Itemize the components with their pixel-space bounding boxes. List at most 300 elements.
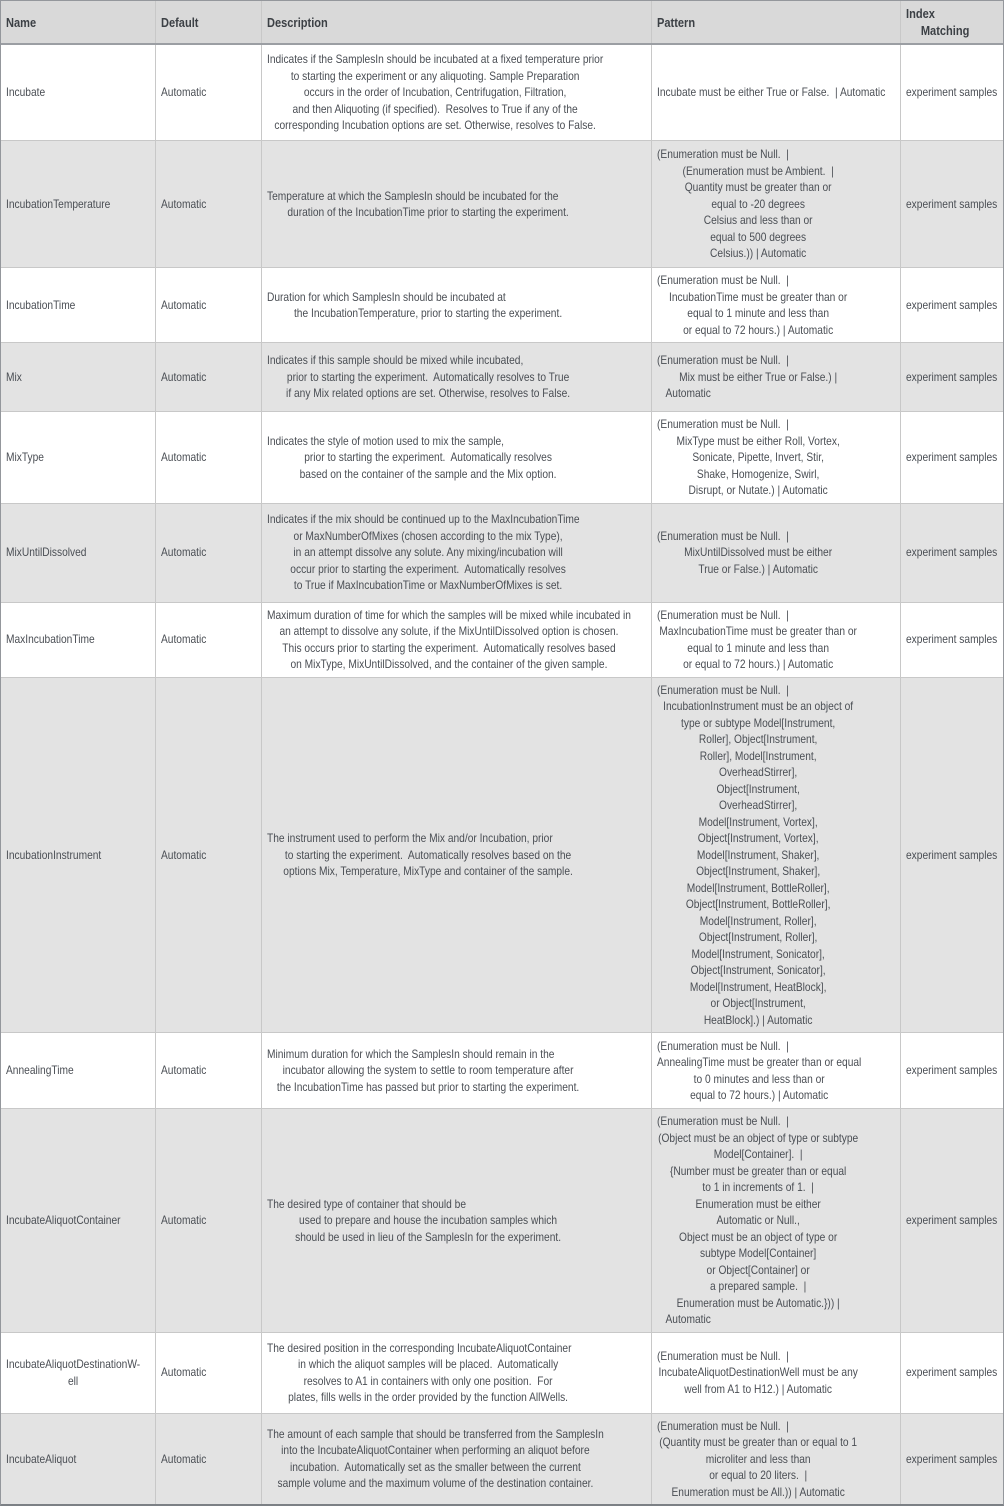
text-line: Model[Instrument, Vortex], — [698, 814, 818, 829]
text-line: prior to starting the experiment. Automatically resolves — [304, 450, 552, 464]
text-line: or Object[Container] or — [706, 1262, 810, 1277]
text-line: Minimum duration for which the SamplesIn should remain in the — [267, 1046, 555, 1061]
table-row — [1, 140, 1003, 267]
text-line: Object[Instrument, Shaker], — [696, 864, 821, 878]
cell-option-name — [1, 343, 156, 411]
text-line: Incubate must be either True or False. | Automatic — [657, 85, 886, 100]
text-line: corresponding Incubation options are set. Otherwise, resolves to False. — [274, 118, 596, 133]
text-line: or equal to 20 liters. | — [709, 1468, 808, 1482]
text-line: Model[Instrument, Sonicator], — [691, 946, 825, 961]
cell-text-block — [6, 1356, 140, 1389]
text-line: AnnealingTime must be greater than or equal — [657, 1055, 862, 1069]
cell-description — [262, 141, 652, 267]
text-line: used to prepare and house the incubation samples which — [299, 1213, 558, 1227]
cell-option-name — [1, 603, 156, 677]
text-line: equal to 1 minute and less than — [687, 640, 830, 655]
cell-text-block — [657, 1418, 859, 1501]
text-line: Model[Container]. | — [713, 1147, 803, 1161]
table-row — [1, 1032, 1003, 1108]
text-line: Object[Instrument, Sonicator], — [690, 963, 826, 977]
text-line: Enumeration must be All.)) | Automatic — [671, 1484, 845, 1499]
table-row — [1, 411, 1003, 503]
text-line: OverheadStirrer], — [719, 765, 798, 779]
cell-text-block — [906, 847, 997, 864]
text-line: Automatic — [665, 386, 711, 401]
cell-index-matching — [901, 45, 1003, 140]
text-line: IncubationTime must be greater than or — [669, 289, 848, 304]
table-row — [1, 677, 1003, 1033]
text-line: in an attempt dissolve any solute. Any mixing/incubation will — [293, 545, 563, 560]
cell-index-matching — [901, 141, 1003, 267]
cell-text-block — [161, 1212, 242, 1229]
text-line: MixUntilDissolved must be either — [684, 545, 833, 560]
text-line: Automatic — [161, 1063, 207, 1078]
text-line: to starting the experiment or any aliquoting. Sample Preparation — [290, 68, 580, 83]
cell-text-block — [267, 289, 589, 322]
text-line: Index — [906, 6, 935, 21]
text-line: experiment samples — [906, 847, 998, 862]
text-line: equal to -20 degrees — [711, 196, 805, 211]
text-line: the IncubationTime has passed but prior to starting the experiment. — [276, 1079, 580, 1094]
cell-text-block — [657, 682, 859, 1029]
cell-index-matching — [901, 268, 1003, 342]
text-line: Roller], Object[Instrument, — [698, 732, 818, 746]
cell-text-block — [161, 1451, 242, 1468]
cell-text-block — [657, 1038, 861, 1104]
text-line: Object[Instrument, Vortex], — [697, 831, 819, 845]
cell-text-block — [267, 830, 589, 880]
text-line: and then Aliquoting (if specified). Resolves to True if any of the — [292, 101, 578, 116]
cell-text-block — [906, 544, 997, 561]
text-line: MixUntilDissolved — [6, 545, 87, 560]
text-line: (Quantity must be greater than or equal to 1 — [659, 1435, 858, 1449]
text-line: Enumeration must be either — [695, 1196, 821, 1211]
text-line: incubator allowing the system to settle to room temperature after — [282, 1063, 574, 1078]
text-line: ell — [67, 1373, 79, 1388]
cell-default-value — [156, 1333, 262, 1413]
text-line: subtype Model[Container] — [700, 1246, 817, 1260]
text-line: MaxIncubationTime — [6, 632, 95, 647]
text-line: Automatic — [161, 1451, 207, 1466]
text-line: Object[Instrument, BottleRoller], — [685, 897, 831, 911]
cell-default-value — [156, 141, 262, 267]
text-line: {Number must be greater than or equal — [669, 1163, 847, 1178]
cell-text-block — [161, 449, 242, 466]
text-line: IncubationInstrument must be an object of — [663, 699, 854, 713]
cell-description — [262, 1333, 652, 1413]
cell-text-block — [657, 84, 885, 101]
cell-text-block — [657, 14, 859, 31]
text-line: or Object[Instrument, — [710, 996, 806, 1010]
text-line: The desired type of container that should be — [267, 1196, 467, 1211]
text-line: Pattern — [657, 14, 696, 30]
text-line: (Enumeration must be Null. | — [657, 1114, 789, 1128]
text-line: (Enumeration must be Null. | — [657, 1348, 789, 1363]
text-line: Automatic or Null., — [716, 1213, 800, 1227]
cell-description — [262, 268, 652, 342]
cell-description — [262, 504, 652, 602]
text-line: a prepared sample. | — [710, 1279, 807, 1293]
text-line: to 0 minutes and less than or — [693, 1071, 825, 1086]
text-line: Mix must be either True or False.) | — [679, 369, 838, 384]
text-line: microliter and less than — [705, 1451, 811, 1466]
cell-description — [262, 412, 652, 503]
cell-option-name — [1, 504, 156, 602]
cell-option-name — [1, 268, 156, 342]
text-line: experiment samples — [906, 632, 998, 647]
header-cell-name — [1, 1, 156, 43]
text-line: Default — [161, 14, 199, 30]
cell-description — [262, 45, 652, 140]
text-line: if any Mix related options are set. Otherwise, resolves to False. — [286, 386, 571, 401]
cell-option-name — [1, 678, 156, 1033]
cell-description — [262, 678, 652, 1033]
header-cell-pattern — [652, 1, 901, 43]
text-line: HeatBlock].) | Automatic — [703, 1012, 813, 1027]
text-line: (Enumeration must be Null. | — [657, 528, 789, 543]
cell-text-block — [267, 607, 631, 673]
text-line: based on the container of the sample and the Mix option. — [299, 466, 557, 481]
table-body — [1, 45, 1003, 1504]
text-line: the IncubationTemperature, prior to starting the experiment. — [293, 306, 563, 320]
cell-text-block — [267, 188, 589, 221]
text-line: equal to 1 minute and less than — [687, 306, 830, 320]
cell-index-matching — [901, 412, 1003, 503]
cell-text-block — [267, 51, 603, 134]
cell-text-block — [267, 14, 589, 31]
table-row — [1, 1332, 1003, 1413]
text-line: Duration for which SamplesIn should be incubated at — [267, 289, 506, 304]
cell-description — [262, 1109, 652, 1332]
text-line: resolves to A1 in containers with only one position. For — [303, 1373, 553, 1388]
text-line: experiment samples — [906, 545, 998, 560]
cell-text-block — [6, 1451, 128, 1468]
text-line: experiment samples — [906, 369, 998, 384]
text-line: should be used in lieu of the SamplesIn for the experiment. — [295, 1229, 562, 1244]
cell-text-block — [161, 196, 242, 213]
text-line: Automatic — [161, 369, 207, 384]
text-line: Model[Instrument, HeatBlock], — [689, 979, 827, 994]
cell-option-name — [1, 412, 156, 503]
text-line: equal to 72 hours.) | Automatic — [690, 1088, 829, 1102]
cell-text-block — [161, 297, 242, 314]
cell-text-block — [6, 1212, 128, 1229]
text-line: Automatic — [161, 196, 207, 211]
text-line: to starting the experiment. Automatically resolves based on the — [284, 847, 572, 862]
cell-pattern — [652, 1414, 901, 1505]
cell-index-matching — [901, 678, 1003, 1033]
cell-text-block — [267, 1340, 589, 1406]
cell-text-block — [6, 1062, 128, 1079]
cell-option-name — [1, 141, 156, 267]
text-line: Celsius and less than or — [703, 213, 813, 228]
cell-default-value — [156, 45, 262, 140]
text-line: experiment samples — [906, 1365, 998, 1380]
cell-text-block — [906, 297, 997, 314]
text-line: Automatic — [161, 632, 207, 647]
cell-text-block — [267, 1426, 604, 1492]
cell-default-value — [156, 268, 262, 342]
text-line: (Enumeration must be Null. | — [657, 147, 789, 162]
cell-text-block — [161, 847, 242, 864]
cell-text-block — [161, 369, 242, 386]
cell-text-block — [906, 1451, 997, 1468]
cell-pattern — [652, 504, 901, 602]
cell-default-value — [156, 343, 262, 411]
text-line: Automatic — [161, 85, 207, 100]
text-line: Roller], Model[Instrument, — [699, 748, 817, 763]
text-line: experiment samples — [906, 196, 998, 211]
cell-description — [262, 1414, 652, 1505]
text-line: (Enumeration must be Null. | — [657, 607, 789, 622]
cell-default-value — [156, 678, 262, 1033]
text-line: Enumeration must be Automatic.})) | — [676, 1295, 840, 1310]
cell-option-name — [1, 1033, 156, 1108]
text-line: OverheadStirrer], — [719, 798, 798, 812]
text-line: Model[Instrument, Shaker], — [696, 847, 820, 862]
cell-text-block — [657, 1348, 859, 1398]
cell-text-block — [6, 847, 128, 864]
cell-text-block — [267, 511, 589, 594]
text-line: Automatic — [161, 1365, 207, 1380]
cell-index-matching — [901, 1109, 1003, 1332]
cell-text-block — [906, 369, 997, 386]
text-line: plates, fills wells in the order provided by the function AllWells. — [288, 1390, 569, 1404]
cell-text-block — [657, 416, 859, 499]
text-line: sample volume and the maximum volume of the destination container. — [277, 1476, 594, 1491]
text-line: experiment samples — [906, 450, 998, 464]
text-line: occurs in the order of Incubation, Centrifugation, Filtration, — [303, 85, 567, 100]
cell-default-value — [156, 603, 262, 677]
text-line: experiment samples — [906, 85, 998, 100]
cell-pattern — [652, 1033, 901, 1108]
text-line: MaxIncubationTime must be greater than or — [659, 624, 857, 638]
text-line: MixType must be either Roll, Vortex, — [676, 433, 840, 448]
cell-text-block — [6, 297, 128, 314]
cell-index-matching — [901, 343, 1003, 411]
text-line: Object[Instrument, — [716, 781, 800, 796]
cell-pattern — [652, 45, 901, 140]
text-line: Disrupt, or Nutate.) | Automatic — [688, 483, 828, 497]
text-line: Automatic — [665, 1312, 711, 1326]
cell-text-block — [906, 196, 997, 213]
text-line: True or False.) | Automatic — [698, 561, 818, 576]
text-line: to 1 in increments of 1. | — [702, 1180, 814, 1194]
text-line: options Mix, Temperature, MixType and container of the sample. — [283, 864, 573, 878]
text-line: Quantity must be greater than or — [684, 180, 832, 195]
cell-text-block — [6, 14, 128, 31]
text-line: This occurs prior to starting the experiment. Automatically resolves based — [282, 640, 616, 655]
text-line: MixType — [6, 450, 44, 464]
text-line: AnnealingTime — [6, 1063, 74, 1078]
text-line: Celsius.)) | Automatic — [710, 246, 807, 261]
cell-text-block — [906, 631, 997, 648]
cell-text-block — [906, 1062, 997, 1079]
text-line: to True if MaxIncubationTime or MaxNumberOfMixes is set. — [293, 578, 563, 593]
text-line: or equal to 72 hours.) | Automatic — [683, 322, 834, 337]
text-line: Indicates if the mix should be continued up to the MaxIncubationTime — [267, 512, 580, 527]
cell-pattern — [652, 678, 901, 1033]
text-line: (Enumeration must be Null. | — [657, 1418, 789, 1433]
text-line: Incubate — [6, 85, 46, 100]
text-line: Automatic — [161, 545, 207, 560]
text-line: experiment samples — [906, 1213, 998, 1227]
cell-default-value — [156, 1109, 262, 1332]
cell-index-matching — [901, 1414, 1003, 1505]
text-line: (Object must be an object of type or subtype — [658, 1130, 859, 1145]
text-line: experiment samples — [906, 1063, 998, 1078]
cell-description — [262, 603, 652, 677]
cell-text-block — [657, 1113, 859, 1328]
cell-text-block — [657, 272, 859, 338]
cell-text-block — [906, 84, 997, 101]
table-row — [1, 1413, 1003, 1505]
header-cell-default — [156, 1, 262, 43]
table-row — [1, 45, 1003, 140]
cell-description — [262, 343, 652, 411]
text-line: Automatic — [161, 450, 207, 464]
cell-index-matching — [901, 504, 1003, 602]
cell-text-block — [161, 544, 242, 561]
text-line: (Enumeration must be Null. | — [657, 353, 789, 368]
table-row — [1, 1108, 1003, 1332]
header-cell-index-matching — [901, 1, 1003, 43]
cell-text-block — [657, 607, 859, 673]
cell-text-block — [906, 1364, 997, 1381]
cell-description — [262, 1033, 652, 1108]
cell-text-block — [6, 196, 128, 213]
text-line: IncubationInstrument — [6, 847, 102, 862]
cell-default-value — [156, 412, 262, 503]
text-line: Indicates if the SamplesIn should be incubated at a fixed temperature prior — [267, 52, 604, 67]
text-line: Automatic — [161, 1213, 207, 1227]
text-line: The instrument used to perform the Mix and/or Incubation, prior — [267, 831, 553, 845]
text-line: into the IncubateAliquotContainer when performing an aliquot before — [281, 1443, 590, 1458]
text-line: Automatic — [161, 847, 207, 862]
text-line: on MixType, MixUntilDissolved, and the container of the given sample. — [290, 657, 608, 671]
table-row — [1, 602, 1003, 677]
text-line: Description — [267, 14, 328, 30]
cell-pattern — [652, 1109, 901, 1332]
cell-pattern — [652, 603, 901, 677]
cell-option-name — [1, 1414, 156, 1505]
text-line: The amount of each sample that should be transferred from the SamplesIn — [267, 1426, 604, 1441]
text-line: IncubateAliquot — [6, 1451, 77, 1466]
text-line: Matching — [920, 23, 970, 38]
cell-text-block — [267, 1196, 589, 1246]
text-line: IncubationTime — [6, 297, 76, 312]
cell-index-matching — [901, 1033, 1003, 1108]
text-line: Automatic — [161, 297, 207, 312]
cell-pattern — [652, 343, 901, 411]
cell-text-block — [161, 14, 242, 31]
text-line: Model[Instrument, BottleRoller], — [686, 880, 830, 895]
cell-index-matching — [901, 603, 1003, 677]
text-line: (Enumeration must be Null. | — [657, 682, 789, 697]
table-header-row — [1, 1, 1003, 45]
table-row — [1, 342, 1003, 411]
text-line: an attempt to dissolve any solute, if the MixUntilDissolved option is chosen. — [279, 624, 619, 638]
text-line: Name — [6, 14, 37, 30]
text-line: IncubateAliquotDestinationW- — [6, 1357, 141, 1371]
cell-option-name — [1, 1109, 156, 1332]
text-line: or equal to 72 hours.) | Automatic — [683, 657, 834, 671]
text-line: equal to 500 degrees — [710, 229, 807, 244]
text-line: Sonicate, Pipette, Invert, Stir, — [692, 450, 824, 464]
text-line: (Enumeration must be Null. | — [657, 1038, 789, 1053]
text-line: duration of the IncubationTime prior to starting the experiment. — [287, 205, 569, 219]
text-line: Indicates the style of motion used to mix the sample, — [267, 433, 504, 448]
text-line: Object must be an object of type or — [679, 1229, 838, 1244]
text-line: (Enumeration must be Null. | — [657, 273, 789, 287]
text-line: prior to starting the experiment. Automatically resolves to True — [286, 369, 570, 384]
cell-text-block — [906, 1212, 997, 1229]
text-line: IncubateAliquotContainer — [6, 1213, 121, 1227]
text-line: experiment samples — [906, 297, 998, 312]
cell-default-value — [156, 1033, 262, 1108]
text-line: type or subtype Model[Instrument, — [681, 715, 836, 730]
cell-text-block — [6, 449, 128, 466]
cell-text-block — [6, 84, 128, 101]
text-line: well from A1 to H12.) | Automatic — [684, 1381, 833, 1396]
text-line: incubation. Automatically set as the smaller between the current — [289, 1459, 581, 1474]
text-line: Temperature at which the SamplesIn should be incubated for the — [267, 188, 559, 203]
cell-text-block — [906, 449, 997, 466]
table-row — [1, 503, 1003, 602]
text-line: Indicates if this sample should be mixed while incubated, — [267, 353, 524, 368]
cell-default-value — [156, 504, 262, 602]
text-line: occur prior to starting the experiment. Automatically resolves — [290, 561, 566, 576]
text-line: Object[Instrument, Roller], — [698, 930, 818, 944]
cell-text-block — [267, 352, 589, 402]
cell-option-name — [1, 45, 156, 140]
cell-text-block — [161, 84, 242, 101]
cell-text-block — [657, 528, 859, 578]
text-line: or MaxNumberOfMixes (chosen according to the mix Type), — [293, 528, 563, 543]
cell-text-block — [657, 352, 859, 402]
table-row — [1, 267, 1003, 342]
text-line: in which the aliquot samples will be placed. Automatically — [297, 1357, 559, 1371]
text-line: experiment samples — [906, 1451, 998, 1466]
cell-option-name — [1, 1333, 156, 1413]
text-line: IncubationTemperature — [6, 196, 111, 211]
cell-text-block — [6, 369, 128, 386]
cell-text-block — [657, 146, 859, 262]
cell-text-block — [161, 631, 242, 648]
cell-index-matching — [901, 1333, 1003, 1413]
text-line: Shake, Homogenize, Swirl, — [696, 466, 820, 481]
cell-pattern — [652, 1333, 901, 1413]
cell-text-block — [6, 631, 128, 648]
cell-text-block — [161, 1062, 242, 1079]
cell-pattern — [652, 141, 901, 267]
text-line: Maximum duration of time for which the samples will be mixed while incubated in — [267, 607, 631, 622]
text-line: (Enumeration must be Ambient. | — [682, 163, 834, 178]
header-cell-description — [262, 1, 652, 43]
cell-pattern — [652, 268, 901, 342]
cell-default-value — [156, 1414, 262, 1505]
text-line: IncubateAliquotDestinationWell must be any — [658, 1365, 858, 1380]
cell-text-block — [906, 5, 984, 39]
cell-text-block — [6, 544, 128, 561]
text-line: (Enumeration must be Null. | — [657, 417, 789, 431]
cell-text-block — [267, 1046, 589, 1096]
cell-pattern — [652, 412, 901, 503]
text-line: Model[Instrument, Roller], — [699, 913, 817, 928]
cell-text-block — [267, 433, 589, 483]
text-line: The desired position in the corresponding IncubateAliquotContainer — [267, 1340, 572, 1355]
cell-text-block — [161, 1364, 242, 1381]
